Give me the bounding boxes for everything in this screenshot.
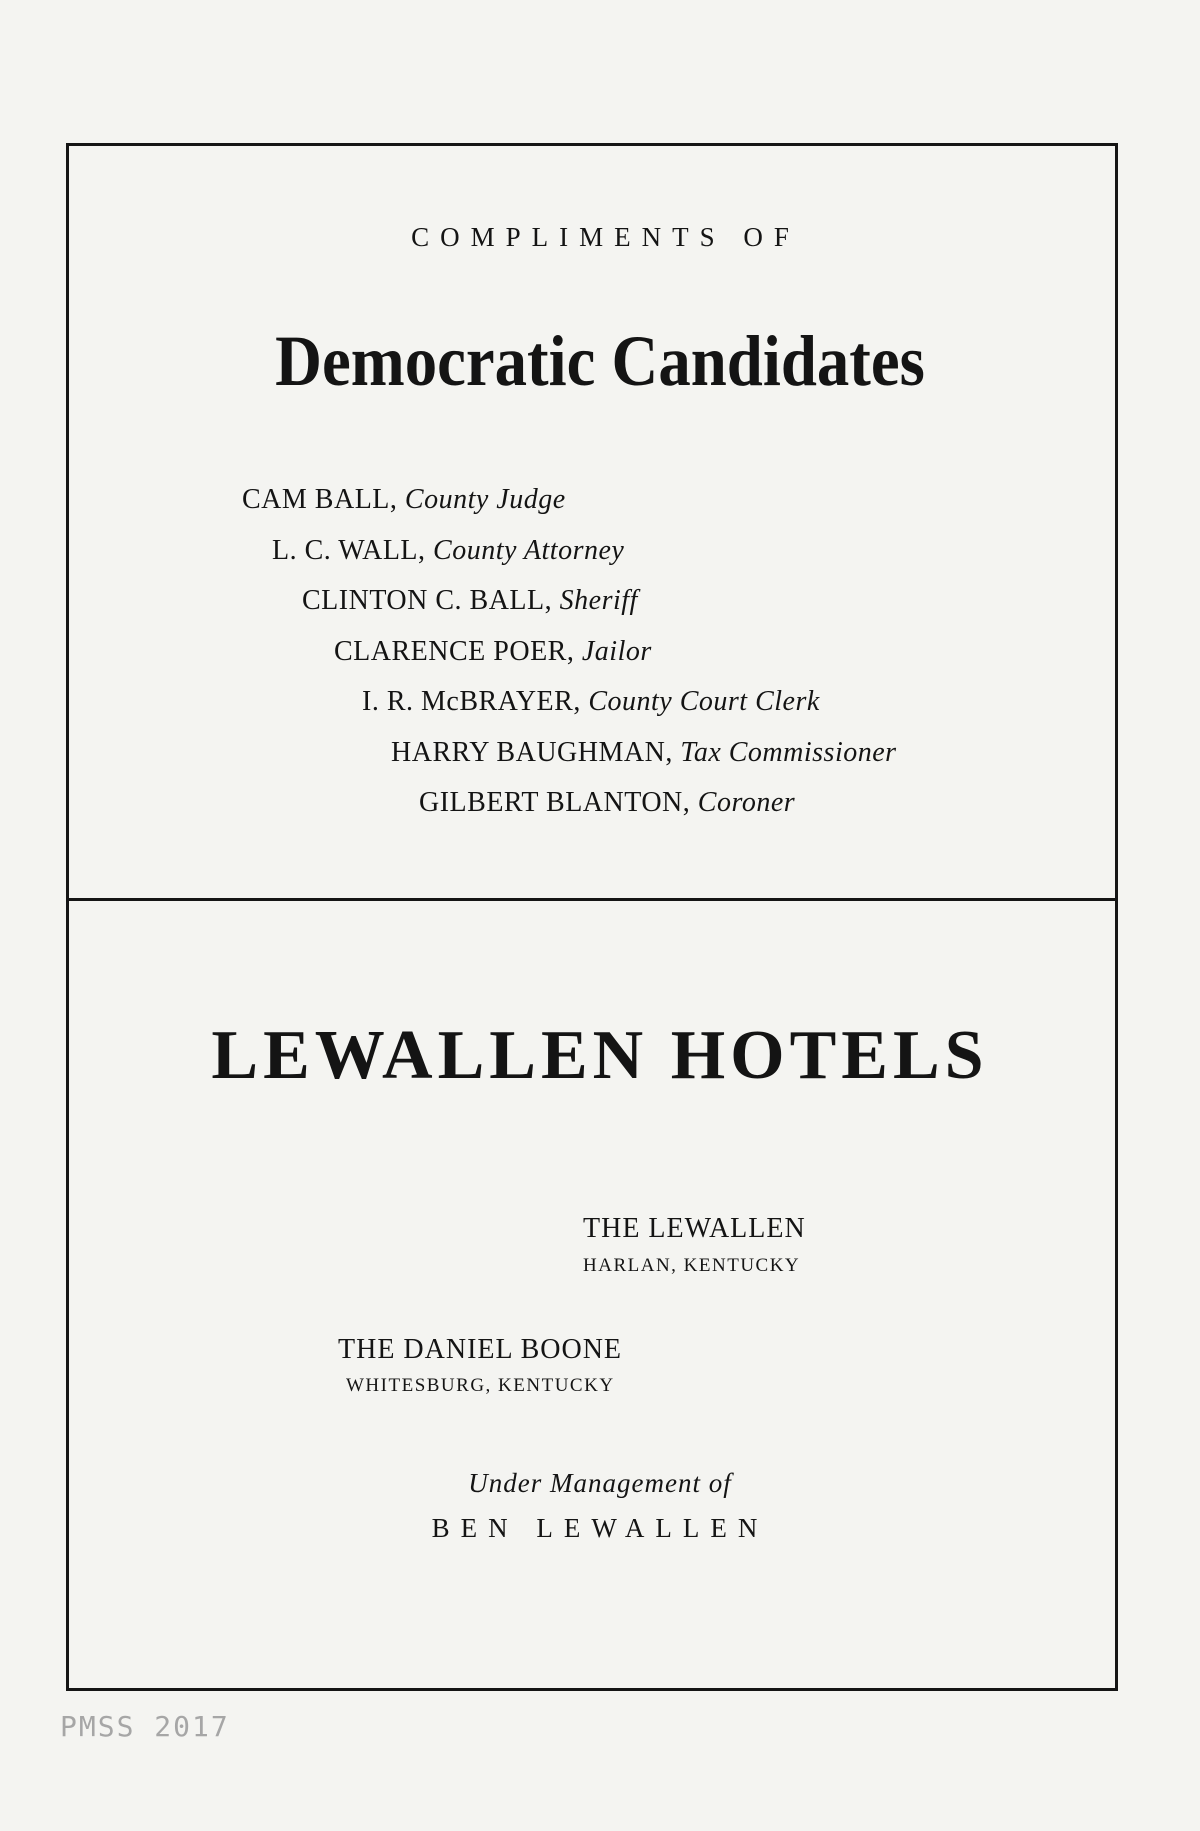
candidate-line [362, 686, 820, 718]
hotel-city: HARLAN, KENTUCKY [583, 1255, 801, 1276]
candidate-name: CLINTON C. BALL, [302, 585, 553, 616]
manager-name: BEN LEWALLEN [431, 1513, 769, 1543]
ad-divider [66, 898, 1118, 901]
candidate-office: County Judge [404, 484, 566, 515]
archive-watermark: PMSS 2017 [60, 1710, 230, 1743]
candidate-office: Jailor [581, 636, 652, 667]
management-label: Under Management of [468, 1468, 732, 1498]
democratic-candidates-title: Democratic Candidates [275, 321, 925, 401]
candidate-line [334, 636, 652, 668]
candidate-name: HARRY BAUGHMAN, [391, 737, 673, 768]
candidate-line [419, 787, 795, 819]
candidate-name: L. C. WALL, [272, 535, 426, 566]
lewallen-hotels-title: LEWALLEN HOTELS [211, 1017, 989, 1094]
candidate-office: County Court Clerk [588, 686, 820, 717]
candidate-name: I. R. McBRAYER, [362, 686, 581, 717]
candidate-name: CAM BALL, [242, 484, 398, 515]
compliments-heading: COMPLIMENTS OF [411, 222, 800, 252]
candidate-office: Sheriff [559, 585, 638, 616]
candidate-line [272, 535, 624, 567]
candidate-line [242, 484, 566, 516]
hotel-name: THE DANIEL BOONE [338, 1334, 623, 1365]
candidate-office: County Attorney [433, 535, 625, 566]
hotel-name: THE LEWALLEN [583, 1213, 806, 1244]
candidate-line [302, 585, 638, 617]
candidate-line [391, 737, 897, 769]
candidate-name: GILBERT BLANTON, [419, 787, 691, 818]
candidate-office: Tax Commissioner [680, 737, 897, 768]
candidate-name: CLARENCE POER, [334, 636, 575, 667]
candidate-office: Coroner [697, 787, 796, 818]
hotel-city: WHITESBURG, KENTUCKY [346, 1375, 615, 1396]
